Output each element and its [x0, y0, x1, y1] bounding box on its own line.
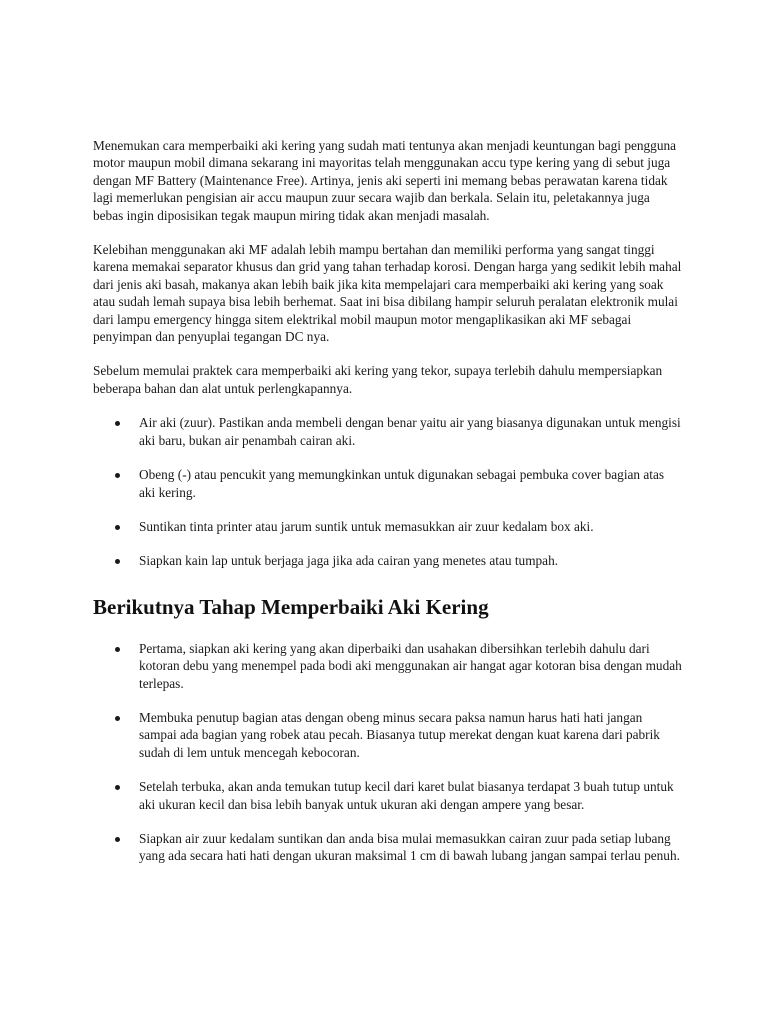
bullet-icon	[115, 559, 120, 564]
list-item-text: Air aki (zuur). Pastikan anda membeli dengan benar yaitu air yang biasanya digunakan untuk mengisi aki baru, bukan air penambah cairan aki.	[139, 415, 681, 448]
list-item-text: Siapkan kain lap untuk berjaga jaga jika ada cairan yang menetes atau tumpah.	[139, 553, 559, 569]
bullet-icon	[115, 785, 120, 790]
steps-list	[93, 640, 683, 865]
intro-paragraph-3: Sebelum memulai praktek cara memperbaiki aki kering yang tekor, supaya terlebih dahulu mempersiapkan beberapa bahan dan alat untuk perlengkapannya.	[93, 363, 663, 396]
bullet-icon	[115, 473, 120, 478]
bullet-icon	[115, 716, 120, 721]
list-item	[93, 640, 683, 692]
list-item	[93, 466, 683, 501]
list-item	[93, 518, 683, 535]
list-item-text: Pertama, siapkan aki kering yang akan diperbaiki dan usahakan dibersihkan terlebih dahulu dari kotoran debu yang menempel pada bodi aki menggunakan air hangat agar kotoran bisa dengan mudah terlepas.	[139, 640, 682, 691]
bullet-icon	[115, 421, 120, 426]
bullet-icon	[115, 647, 120, 652]
list-item-text: Suntikan tinta printer atau jarum suntik untuk memasukkan air zuur kedalam box aki.	[139, 518, 594, 534]
document-page	[93, 137, 683, 882]
list-item-text: Membuka penutup bagian atas dengan obeng minus secara paksa namun harus hati hati jangan sampai ada bagian yang robek atau pecah. Biasanya tutup merekat dengan kuat karena dari pabrik sudah di lem untuk mencegah kebocoran.	[139, 709, 660, 760]
list-item-text: Obeng (-) atau pencukit yang memungkinkan untuk digunakan sebagai pembuka cover bagian atas aki kering.	[139, 467, 665, 500]
bullet-icon	[115, 837, 120, 842]
intro-paragraph-1: Menemukan cara memperbaiki aki kering yang sudah mati tentunya akan menjadi keuntungan bagi pengguna motor maupun mobil dimana sekarang ini mayoritas telah menggunakan accu type kering yang di sebut juga dengan MF Battery (Maintenance Free). Artinya, jenis aki seperti ini memang bebas perawatan karena tidak lagi memerlukan pengisian air accu maupun zuur secara wajib dan berkala. Selain itu, peletakannya juga bebas ingin diposisikan tegak maupun miring tidak akan menjadi masalah.	[93, 138, 677, 223]
list-item	[93, 552, 683, 569]
list-item	[93, 709, 683, 761]
intro-paragraph-2: Kelebihan menggunakan aki MF adalah lebih mampu bertahan dan memiliki performa yang sangat tinggi karena memakai separator khusus dan grid yang tahan terhadap korosi. Dengan harga yang sedikit lebih mahal dari jenis aki basah, makanya akan lebih baik jika kita mempelajari cara memperbaiki aki kering yang soak atau sudah lemah supaya bisa lebih berhemat. Saat ini bisa dibilang hampir seluruh peralatan elektronik mulai dari lampu emergency hingga sitem elektrikal mobil maupun motor mengaplikasikan aki MF sebagai penyimpan dan penyuplai tegangan DC nya.	[93, 242, 682, 345]
list-item	[93, 414, 683, 449]
list-item	[93, 778, 683, 813]
list-item-text: Siapkan air zuur kedalam suntikan dan anda bisa mulai memasukkan cairan zuur pada setiap lubang yang ada secara hati hati dengan ukuran maksimal 1 cm di bawah lubang jangan sampai terlau penuh.	[139, 830, 680, 864]
section-heading: Berikutnya Tahap Memperbaiki Aki Kering	[93, 594, 489, 619]
list-item	[93, 830, 683, 865]
bullet-icon	[115, 525, 120, 530]
list-item-text: Setelah terbuka, akan anda temukan tutup kecil dari karet bulat biasanya terdapat 3 buah tutup untuk aki ukuran kecil dan bisa lebih banyak untuk ukuran aki dengan ampere yang besar.	[139, 779, 674, 812]
materials-list	[93, 414, 683, 569]
